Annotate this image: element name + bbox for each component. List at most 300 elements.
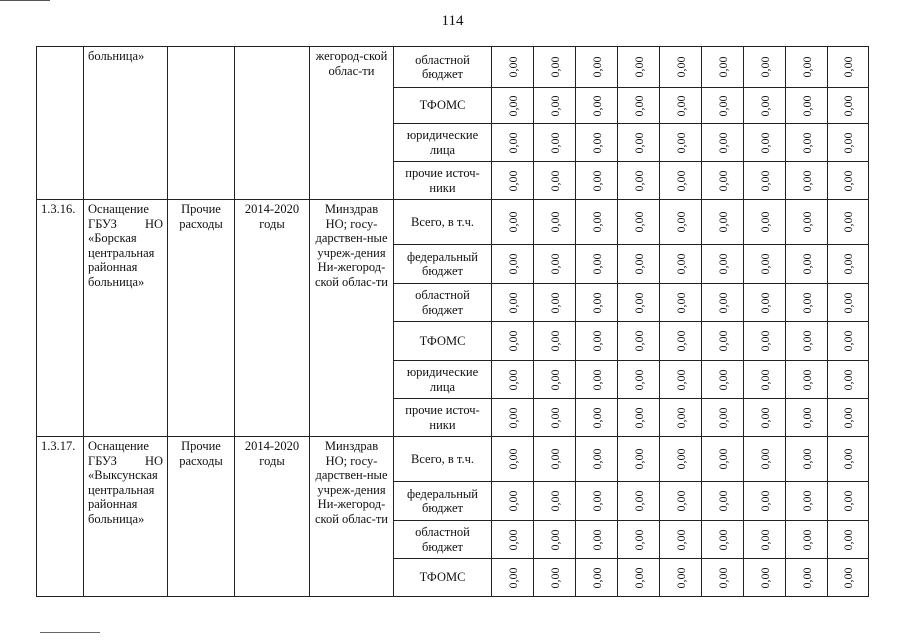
amount-value: 0,00 bbox=[505, 407, 520, 428]
amount-value: 0,00 bbox=[799, 330, 814, 352]
amount-value: 0,00 bbox=[589, 292, 604, 313]
amount-value: 0,00 bbox=[505, 132, 520, 153]
amount-value: 0,00 bbox=[505, 56, 520, 78]
amount-value: 0,00 bbox=[547, 490, 562, 512]
amount-cell bbox=[786, 482, 828, 521]
amount-cell bbox=[534, 47, 576, 88]
amount-cell bbox=[828, 47, 869, 88]
amount-cell bbox=[702, 47, 744, 88]
amount-cell bbox=[702, 245, 744, 284]
amount-value: 0,00 bbox=[715, 253, 730, 275]
amount-value: 0,00 bbox=[589, 56, 604, 78]
amount-value: 0,00 bbox=[799, 369, 814, 390]
amount-value: 0,00 bbox=[715, 170, 730, 191]
amount-cell bbox=[534, 124, 576, 162]
executor-cell: Минздрав НО; госу-дарствен-ные учреж-дения Ни-жегород-ской облас-ти bbox=[310, 200, 394, 437]
scan-edge-line bbox=[0, 0, 50, 1]
amount-cell bbox=[828, 482, 869, 521]
amount-value: 0,00 bbox=[757, 567, 772, 588]
amount-cell bbox=[534, 521, 576, 559]
amount-value: 0,00 bbox=[631, 407, 646, 428]
amount-value: 0,00 bbox=[631, 490, 646, 512]
amount-value: 0,00 bbox=[799, 407, 814, 428]
amount-cell bbox=[828, 124, 869, 162]
amount-cell bbox=[744, 88, 786, 124]
amount-value: 0,00 bbox=[505, 292, 520, 313]
amount-value: 0,00 bbox=[799, 132, 814, 153]
amount-value: 0,00 bbox=[840, 407, 855, 428]
amount-cell bbox=[492, 245, 534, 284]
amount-cell bbox=[786, 361, 828, 399]
amount-value: 0,00 bbox=[673, 407, 688, 428]
amount-value: 0,00 bbox=[799, 490, 814, 512]
amount-value: 0,00 bbox=[631, 330, 646, 352]
funding-source-cell: прочие источ-ники bbox=[394, 399, 492, 437]
expense-type-cell: Прочие расходы bbox=[168, 437, 235, 597]
amount-cell bbox=[744, 200, 786, 245]
amount-value: 0,00 bbox=[757, 253, 772, 275]
item-name-line: районная bbox=[88, 260, 138, 274]
amount-cell bbox=[744, 322, 786, 361]
amount-cell bbox=[660, 88, 702, 124]
amount-value: 0,00 bbox=[631, 253, 646, 275]
amount-value: 0,00 bbox=[840, 490, 855, 512]
amount-cell bbox=[744, 162, 786, 200]
amount-cell bbox=[786, 437, 828, 482]
amount-cell bbox=[618, 124, 660, 162]
amount-value: 0,00 bbox=[757, 330, 772, 352]
amount-value: 0,00 bbox=[757, 369, 772, 390]
amount-value: 0,00 bbox=[547, 170, 562, 191]
amount-value: 0,00 bbox=[715, 369, 730, 390]
funding-source-cell: юридические лица bbox=[394, 124, 492, 162]
amount-value: 0,00 bbox=[799, 448, 814, 470]
funding-source-cell: ТФОМС bbox=[394, 559, 492, 597]
amount-cell bbox=[660, 200, 702, 245]
amount-cell bbox=[618, 200, 660, 245]
amount-value: 0,00 bbox=[715, 56, 730, 78]
funding-source-cell: ТФОМС bbox=[394, 88, 492, 124]
amount-cell bbox=[492, 437, 534, 482]
amount-value: 0,00 bbox=[547, 95, 562, 116]
amount-value: 0,00 bbox=[715, 211, 730, 233]
amount-cell bbox=[702, 399, 744, 437]
amount-value: 0,00 bbox=[715, 529, 730, 550]
amount-value: 0,00 bbox=[757, 529, 772, 550]
amount-value: 0,00 bbox=[799, 170, 814, 191]
amount-value: 0,00 bbox=[631, 211, 646, 233]
amount-cell bbox=[786, 162, 828, 200]
amount-cell bbox=[576, 322, 618, 361]
amount-cell bbox=[702, 322, 744, 361]
item-name-cell bbox=[84, 437, 168, 597]
amount-cell bbox=[618, 245, 660, 284]
page-number: 114 bbox=[441, 13, 464, 29]
amount-value: 0,00 bbox=[757, 56, 772, 78]
table-row bbox=[37, 200, 869, 245]
amount-cell bbox=[660, 162, 702, 200]
amount-value: 0,00 bbox=[799, 529, 814, 550]
executor-cell: жегород-ской облас-ти bbox=[310, 47, 394, 200]
amount-value: 0,00 bbox=[673, 292, 688, 313]
item-name-line: центральная bbox=[88, 245, 155, 260]
amount-value: 0,00 bbox=[547, 567, 562, 588]
funding-source-cell: Всего, в т.ч. bbox=[394, 200, 492, 245]
amount-value: 0,00 bbox=[715, 330, 730, 352]
amount-cell bbox=[618, 437, 660, 482]
amount-cell bbox=[576, 437, 618, 482]
amount-cell bbox=[534, 559, 576, 597]
funding-table bbox=[36, 46, 869, 597]
amount-value: 0,00 bbox=[840, 292, 855, 313]
amount-cell bbox=[618, 482, 660, 521]
amount-cell bbox=[702, 521, 744, 559]
amount-value: 0,00 bbox=[757, 170, 772, 191]
amount-cell bbox=[492, 361, 534, 399]
amount-cell bbox=[660, 399, 702, 437]
amount-cell bbox=[618, 322, 660, 361]
amount-value: 0,00 bbox=[589, 211, 604, 233]
amount-cell bbox=[660, 322, 702, 361]
amount-cell bbox=[828, 399, 869, 437]
amount-cell bbox=[828, 200, 869, 245]
period-cell: 2014-2020 годы bbox=[235, 437, 310, 597]
amount-cell bbox=[492, 200, 534, 245]
amount-cell bbox=[534, 437, 576, 482]
amount-cell bbox=[660, 482, 702, 521]
amount-value: 0,00 bbox=[757, 132, 772, 153]
amount-value: 0,00 bbox=[673, 448, 688, 470]
funding-source-cell: федеральный бюджет bbox=[394, 245, 492, 284]
amount-value: 0,00 bbox=[631, 369, 646, 390]
amount-value: 0,00 bbox=[673, 567, 688, 588]
amount-cell bbox=[534, 200, 576, 245]
amount-cell bbox=[702, 437, 744, 482]
funding-source-cell: областной бюджет bbox=[394, 47, 492, 88]
item-name-line: Оснащение bbox=[88, 439, 149, 453]
amount-value: 0,00 bbox=[505, 211, 520, 233]
amount-cell bbox=[576, 200, 618, 245]
amount-value: 0,00 bbox=[799, 56, 814, 78]
amount-cell bbox=[702, 284, 744, 322]
item-name-line: ГБУЗ НО bbox=[88, 216, 163, 231]
amount-cell bbox=[492, 322, 534, 361]
amount-value: 0,00 bbox=[840, 253, 855, 275]
expense-type-cell bbox=[168, 47, 235, 200]
amount-value: 0,00 bbox=[799, 211, 814, 233]
amount-cell bbox=[618, 521, 660, 559]
amount-cell bbox=[702, 162, 744, 200]
amount-value: 0,00 bbox=[673, 369, 688, 390]
amount-cell bbox=[744, 559, 786, 597]
amount-value: 0,00 bbox=[799, 292, 814, 313]
amount-value: 0,00 bbox=[715, 292, 730, 313]
amount-value: 0,00 bbox=[631, 56, 646, 78]
amount-value: 0,00 bbox=[715, 490, 730, 512]
amount-cell bbox=[576, 47, 618, 88]
amount-value: 0,00 bbox=[799, 253, 814, 275]
amount-value: 0,00 bbox=[840, 132, 855, 153]
amount-value: 0,00 bbox=[715, 95, 730, 116]
amount-value: 0,00 bbox=[547, 292, 562, 313]
funding-source-cell: ТФОМС bbox=[394, 322, 492, 361]
amount-cell bbox=[576, 521, 618, 559]
amount-cell bbox=[744, 437, 786, 482]
amount-value: 0,00 bbox=[547, 253, 562, 275]
amount-cell bbox=[576, 245, 618, 284]
amount-cell bbox=[702, 200, 744, 245]
expense-type-cell: Прочие расходы bbox=[168, 200, 235, 437]
amount-value: 0,00 bbox=[715, 407, 730, 428]
amount-value: 0,00 bbox=[589, 529, 604, 550]
amount-value: 0,00 bbox=[840, 567, 855, 588]
amount-value: 0,00 bbox=[547, 330, 562, 352]
item-name-line: Оснащение bbox=[88, 202, 149, 216]
amount-value: 0,00 bbox=[631, 567, 646, 588]
amount-cell bbox=[660, 437, 702, 482]
item-name-line: больница» bbox=[88, 511, 145, 526]
funding-source-cell: областной бюджет bbox=[394, 521, 492, 559]
amount-cell bbox=[576, 88, 618, 124]
amount-cell bbox=[492, 399, 534, 437]
item-name-line: районная bbox=[88, 497, 138, 511]
item-name-line: центральная bbox=[88, 482, 155, 497]
amount-cell bbox=[744, 284, 786, 322]
amount-value: 0,00 bbox=[840, 448, 855, 470]
amount-value: 0,00 bbox=[673, 330, 688, 352]
amount-value: 0,00 bbox=[505, 95, 520, 116]
amount-value: 0,00 bbox=[505, 529, 520, 550]
amount-value: 0,00 bbox=[840, 330, 855, 352]
amount-value: 0,00 bbox=[505, 369, 520, 390]
amount-cell bbox=[576, 399, 618, 437]
amount-value: 0,00 bbox=[840, 529, 855, 550]
funding-source-cell: Всего, в т.ч. bbox=[394, 437, 492, 482]
amount-cell bbox=[786, 521, 828, 559]
amount-cell bbox=[786, 47, 828, 88]
amount-value: 0,00 bbox=[715, 448, 730, 470]
amount-cell bbox=[534, 162, 576, 200]
amount-cell bbox=[702, 361, 744, 399]
amount-cell bbox=[618, 284, 660, 322]
amount-cell bbox=[576, 361, 618, 399]
item-name-line: ГБУЗ НО bbox=[88, 453, 163, 468]
amount-cell bbox=[492, 521, 534, 559]
amount-cell bbox=[744, 482, 786, 521]
amount-cell bbox=[618, 88, 660, 124]
item-number-cell bbox=[37, 47, 84, 200]
amount-value: 0,00 bbox=[757, 490, 772, 512]
amount-value: 0,00 bbox=[547, 211, 562, 233]
amount-value: 0,00 bbox=[840, 95, 855, 116]
amount-value: 0,00 bbox=[589, 369, 604, 390]
amount-cell bbox=[828, 245, 869, 284]
amount-value: 0,00 bbox=[505, 567, 520, 588]
amount-cell bbox=[828, 284, 869, 322]
amount-value: 0,00 bbox=[715, 567, 730, 588]
amount-value: 0,00 bbox=[715, 132, 730, 153]
amount-cell bbox=[618, 361, 660, 399]
amount-cell bbox=[492, 88, 534, 124]
amount-value: 0,00 bbox=[547, 448, 562, 470]
amount-value: 0,00 bbox=[505, 170, 520, 191]
amount-value: 0,00 bbox=[673, 490, 688, 512]
amount-cell bbox=[702, 482, 744, 521]
amount-value: 0,00 bbox=[589, 448, 604, 470]
amount-cell bbox=[744, 361, 786, 399]
amount-cell bbox=[534, 245, 576, 284]
amount-cell bbox=[576, 559, 618, 597]
amount-cell bbox=[618, 559, 660, 597]
item-name-cell bbox=[84, 200, 168, 437]
amount-value: 0,00 bbox=[673, 211, 688, 233]
funding-source-cell: юридические лица bbox=[394, 361, 492, 399]
amount-value: 0,00 bbox=[631, 292, 646, 313]
amount-value: 0,00 bbox=[840, 211, 855, 233]
amount-cell bbox=[534, 361, 576, 399]
amount-cell bbox=[828, 437, 869, 482]
amount-cell bbox=[660, 361, 702, 399]
amount-cell bbox=[492, 47, 534, 88]
amount-cell bbox=[786, 399, 828, 437]
amount-cell bbox=[660, 284, 702, 322]
amount-value: 0,00 bbox=[757, 211, 772, 233]
amount-value: 0,00 bbox=[505, 253, 520, 275]
item-name-cell: больница» bbox=[84, 47, 168, 200]
amount-cell bbox=[786, 200, 828, 245]
amount-value: 0,00 bbox=[589, 95, 604, 116]
amount-value: 0,00 bbox=[757, 407, 772, 428]
amount-cell bbox=[618, 162, 660, 200]
amount-value: 0,00 bbox=[840, 369, 855, 390]
amount-value: 0,00 bbox=[631, 529, 646, 550]
amount-cell bbox=[744, 521, 786, 559]
amount-cell bbox=[744, 245, 786, 284]
amount-value: 0,00 bbox=[505, 490, 520, 512]
amount-value: 0,00 bbox=[757, 95, 772, 116]
amount-cell bbox=[618, 47, 660, 88]
amount-value: 0,00 bbox=[673, 253, 688, 275]
amount-cell bbox=[492, 124, 534, 162]
amount-cell bbox=[828, 162, 869, 200]
amount-value: 0,00 bbox=[631, 170, 646, 191]
amount-value: 0,00 bbox=[589, 132, 604, 153]
item-number-cell: 1.3.16. bbox=[37, 200, 84, 437]
item-name-line: больница» bbox=[88, 274, 145, 289]
item-name-line: «Выксунская bbox=[88, 468, 158, 482]
amount-cell bbox=[702, 124, 744, 162]
amount-cell bbox=[744, 399, 786, 437]
amount-cell bbox=[744, 47, 786, 88]
period-cell bbox=[235, 47, 310, 200]
amount-cell bbox=[828, 559, 869, 597]
amount-cell bbox=[828, 88, 869, 124]
amount-cell bbox=[576, 482, 618, 521]
amount-cell bbox=[786, 88, 828, 124]
amount-value: 0,00 bbox=[673, 529, 688, 550]
amount-cell bbox=[786, 559, 828, 597]
amount-value: 0,00 bbox=[547, 369, 562, 390]
amount-cell bbox=[786, 245, 828, 284]
amount-cell bbox=[744, 124, 786, 162]
amount-cell bbox=[660, 559, 702, 597]
amount-value: 0,00 bbox=[673, 132, 688, 153]
amount-cell bbox=[492, 162, 534, 200]
funding-source-cell: прочие источ-ники bbox=[394, 162, 492, 200]
amount-value: 0,00 bbox=[589, 330, 604, 352]
amount-value: 0,00 bbox=[673, 56, 688, 78]
amount-cell bbox=[702, 559, 744, 597]
funding-source-cell: федеральный бюджет bbox=[394, 482, 492, 521]
item-number-cell: 1.3.17. bbox=[37, 437, 84, 597]
amount-cell bbox=[534, 284, 576, 322]
amount-cell bbox=[828, 322, 869, 361]
executor-cell: Минздрав НО; госу-дарствен-ные учреж-дения Ни-жегород-ской облас-ти bbox=[310, 437, 394, 597]
amount-value: 0,00 bbox=[505, 448, 520, 470]
amount-cell bbox=[660, 245, 702, 284]
amount-value: 0,00 bbox=[840, 170, 855, 191]
period-cell: 2014-2020 годы bbox=[235, 200, 310, 437]
amount-cell bbox=[492, 559, 534, 597]
amount-value: 0,00 bbox=[589, 567, 604, 588]
amount-cell bbox=[534, 88, 576, 124]
amount-cell bbox=[576, 162, 618, 200]
amount-cell bbox=[786, 284, 828, 322]
amount-value: 0,00 bbox=[631, 95, 646, 116]
amount-cell bbox=[492, 284, 534, 322]
amount-value: 0,00 bbox=[631, 132, 646, 153]
amount-value: 0,00 bbox=[547, 407, 562, 428]
amount-value: 0,00 bbox=[589, 253, 604, 275]
amount-value: 0,00 bbox=[547, 56, 562, 78]
amount-cell bbox=[576, 284, 618, 322]
amount-cell bbox=[786, 124, 828, 162]
amount-cell bbox=[534, 399, 576, 437]
amount-cell bbox=[660, 47, 702, 88]
amount-value: 0,00 bbox=[589, 490, 604, 512]
amount-value: 0,00 bbox=[757, 292, 772, 313]
amount-cell bbox=[534, 322, 576, 361]
amount-cell bbox=[828, 521, 869, 559]
amount-value: 0,00 bbox=[589, 170, 604, 191]
amount-value: 0,00 bbox=[673, 95, 688, 116]
amount-cell bbox=[660, 124, 702, 162]
table-row bbox=[37, 47, 869, 88]
table-row bbox=[37, 437, 869, 482]
item-name-line: «Борская bbox=[88, 231, 137, 245]
amount-cell bbox=[828, 361, 869, 399]
amount-value: 0,00 bbox=[757, 448, 772, 470]
amount-value: 0,00 bbox=[799, 567, 814, 588]
amount-value: 0,00 bbox=[673, 170, 688, 191]
amount-value: 0,00 bbox=[589, 407, 604, 428]
scan-edge-line bbox=[40, 632, 100, 633]
funding-source-cell: областной бюджет bbox=[394, 284, 492, 322]
amount-cell bbox=[576, 124, 618, 162]
amount-value: 0,00 bbox=[505, 330, 520, 352]
amount-cell bbox=[492, 482, 534, 521]
amount-cell bbox=[660, 521, 702, 559]
amount-value: 0,00 bbox=[631, 448, 646, 470]
amount-cell bbox=[702, 88, 744, 124]
amount-value: 0,00 bbox=[547, 529, 562, 550]
amount-value: 0,00 bbox=[840, 56, 855, 78]
amount-cell bbox=[618, 399, 660, 437]
amount-cell bbox=[534, 482, 576, 521]
amount-value: 0,00 bbox=[799, 95, 814, 116]
amount-value: 0,00 bbox=[547, 132, 562, 153]
amount-cell bbox=[786, 322, 828, 361]
